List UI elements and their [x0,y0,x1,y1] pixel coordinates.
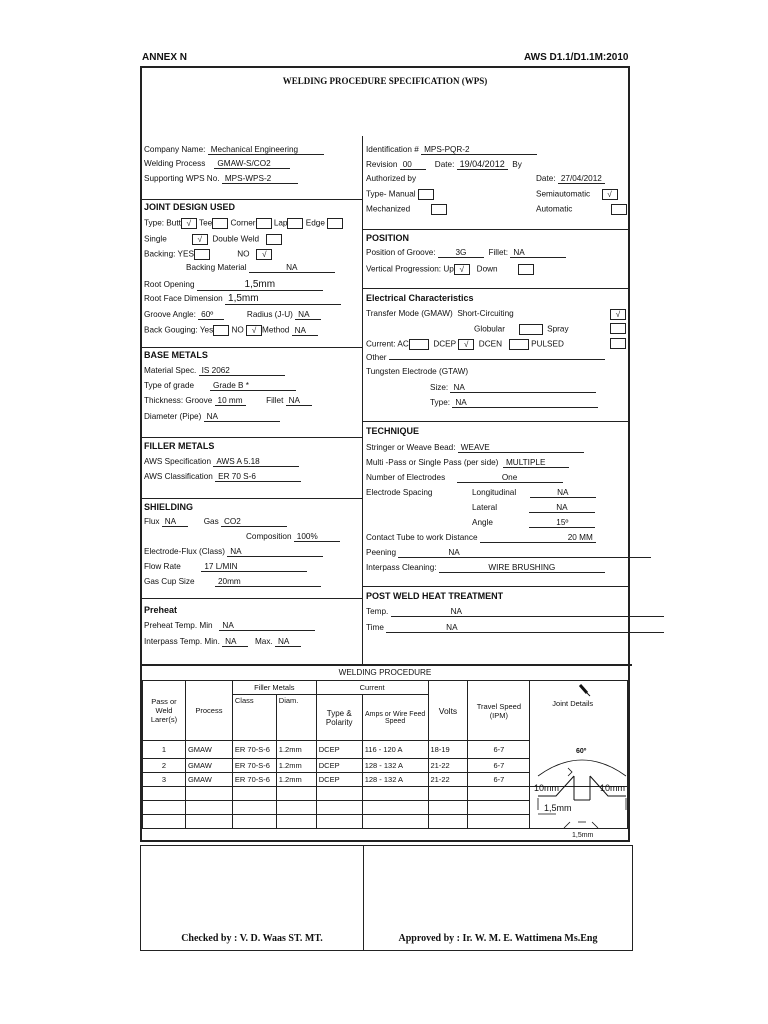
ac-checkbox[interactable] [409,339,429,350]
position-heading: POSITION [366,233,410,243]
header-type-polarity: Type & Polarity [316,695,362,741]
header-filler-metals: Filler Metals [232,681,316,695]
revision-row: Revision 00 Date: 19/04/2012 By [366,159,522,169]
preheat-min-field: Preheat Temp. Min NA [144,622,315,631]
table-row: 3 GMAW ER 70-S-6 1.2mm DCEP 128 - 132 A 21-22 6-7 [143,773,628,787]
aws-class-field: AWS Classification ER 70 S-6 [144,473,301,482]
thickness-row: Thickness: Groove 10 mm Fillet NA [144,397,312,406]
joint-face-label: 1,5mm [572,832,594,839]
approved-by-box [363,845,633,951]
wps-form [140,66,630,842]
joint-left-thickness: 10mm [534,783,560,793]
pwht-heading: POST WELD HEAT TREATMENT [366,591,504,601]
header-amps: Amps or Wire Feed Speed [362,695,428,741]
gouging-yes-checkbox[interactable] [213,325,229,336]
company-field: Company Name: Mechanical Engineering [144,146,324,155]
multi-pass-field: Multi -Pass or Single Pass (per side) MULTIPLE [366,459,569,468]
supporting-wps-value[interactable]: MPS-WPS-2 [222,175,298,184]
globular-spray-row: Globular Spray [474,324,569,334]
checked-by-box [140,845,364,951]
backing-material-field: Backing Material NA [186,264,335,273]
base-metals-heading: BASE METALS [144,350,208,360]
vertical-progression-row: Vertical Progression: Up √ Down [366,264,534,275]
header-volts: Volts [428,681,468,741]
semiautomatic-row: Semiautomatic √ [536,189,618,200]
approved-by-text: Approved by : Ir. W. M. E. Wattimena Ms.Eng [398,933,598,944]
electrode-spacing-row: Electrode Spacing [366,488,433,497]
gas-cup-field: Gas Cup Size 20mm [144,578,321,587]
preheat-heading: Preheat [144,605,178,615]
up-checkbox[interactable]: √ [454,264,470,275]
stringer-field: Stringer or Weave Bead: WEAVE [366,444,584,453]
backing-no-checkbox[interactable]: √ [256,249,272,260]
composition-field: Composition 100% [246,533,340,542]
lateral-field: Lateral NA [472,504,595,513]
tungsten-size-field: Size: NA [430,384,596,393]
joint-sketch [534,748,630,842]
filler-metals-heading: FILLER METALS [144,441,215,451]
position-groove-row: Position of Groove: 3G Fillet: NA [366,249,566,258]
electrodes-number-field: Number of Electrodes One [366,474,563,483]
spray-checkbox[interactable] [610,323,626,334]
identification-field: Identification # MPS-PQR-2 [366,146,537,155]
header-diam: Diam. [276,695,316,741]
header-current: Current [316,681,428,695]
angle-field: Angle 15º [472,519,595,528]
flow-rate-field: Flow Rate 17 L/MIN [144,563,307,572]
tungsten-row: Tungsten Electrode (GTAW) [366,367,469,376]
single-double-row: Single √ Double Weld [144,234,282,245]
welding-process-value[interactable]: GMAW-S/CO2 [214,160,290,169]
automatic-row: Automatic [536,204,627,215]
electrical-heading: Electrical Characteristics [366,293,474,303]
standard-label: AWS D1.1/D1.1M:2010 [524,52,629,63]
table-row: 2 GMAW ER 70-S-6 1.2mm DCEP 128 - 132 A 21-22 6-7 [143,759,628,773]
procedure-heading: WELDING PROCEDURE [338,668,432,677]
lap-checkbox[interactable] [287,218,303,229]
gouging-no-checkbox[interactable]: √ [246,325,262,336]
down-checkbox[interactable] [518,264,534,275]
ctwd-field: Contact Tube to work Distance 20 MM [366,534,596,543]
pwht-time-field: Time NA [366,624,664,633]
other-field: Other [366,354,605,362]
shielding-heading: SHIELDING [144,502,194,512]
root-face-field: Root Face Dimension 1,5mm [144,294,341,305]
transfer-mode-row: Transfer Mode (GMAW) Short-Circuiting [366,309,514,318]
authorized-row: Authorized by [366,174,417,183]
manual-checkbox[interactable] [418,189,434,200]
interpass-cleaning-field: Interpass Cleaning: WIRE BRUSHING [366,564,605,573]
header-class: Class [232,695,276,741]
peening-field: Peening NA [366,549,651,558]
interpass-temp-row: Interpass Temp. Min. NA Max. NA [144,638,301,647]
backing-yes-checkbox[interactable] [194,249,210,260]
automatic-checkbox[interactable] [611,204,627,215]
joint-angle-label: 60º [576,748,587,755]
grade-field: Type of grade Grade B * [144,382,296,391]
header-pass: Pass or Weld Larer(s) [143,681,186,741]
supporting-wps-field: Supporting WPS No. MPS-WPS-2 [144,175,298,184]
root-opening-field: Root Opening 1,5mm [144,280,323,291]
joint-diagram-icon [534,748,630,842]
pulsed-checkbox[interactable] [610,338,626,349]
tee-checkbox[interactable] [212,218,228,229]
checked-by-text: Checked by : V. D. Waas ST. MT. [181,933,323,944]
header-joint-details: Joint Details [552,699,594,708]
pwht-temp-field: Temp. NA [366,608,664,617]
double-weld-checkbox[interactable] [266,234,282,245]
longitudinal-field: Longitudinal NA [472,489,596,498]
short-circuiting-checkbox[interactable]: √ [610,309,626,320]
header-travel-speed: Travel Speed (IPM) [468,681,530,741]
table-row: 1 GMAW ER 70-S-6 1.2mm DCEP 116 - 120 A 18-19 6-7 [143,741,628,759]
electrode-flux-field: Electrode-Flux (Class) NA [144,548,323,557]
tungsten-type-field: Type: NA [430,399,598,408]
column-divider [362,136,363,664]
edge-checkbox[interactable] [327,218,343,229]
company-value[interactable]: Mechanical Engineering [208,146,324,155]
butt-checkbox[interactable]: √ [181,218,197,229]
joint-type-row: Type: Butt √ Tee Corner Lap Edge [144,218,343,229]
aws-spec-field: AWS Specification AWS A 5.18 [144,458,299,467]
joint-gap-label: 1,5mm [544,803,572,813]
corner-checkbox[interactable] [256,218,272,229]
type-manual-row: Type- Manual [366,189,434,200]
dcen-checkbox[interactable] [509,339,529,350]
dcep-checkbox[interactable]: √ [458,339,474,350]
groove-angle-row: Groove Angle: 60º Radius (J-U) NA [144,311,321,320]
form-title: WELDING PROCEDURE SPECIFICATION (WPS) [282,76,488,86]
diameter-field: Diameter (Pipe) NA [144,413,280,422]
welding-process-field: Welding Process GMAW-S/CO2 [144,160,290,169]
joint-right-thickness: 10mm [600,783,626,793]
joint-design-heading: JOINT DESIGN USED [144,202,236,212]
single-checkbox[interactable]: √ [192,234,208,245]
flux-gas-row: Flux NA Gas CO2 [144,518,287,527]
date2-field: Date: 27/04/2012 [536,175,605,184]
technique-heading: TECHNIQUE [366,426,420,436]
semiautomatic-checkbox[interactable]: √ [602,189,618,200]
current-row: Current: AC DCEP √ DCEN PULSED [366,339,564,349]
backing-row: Backing: YES NO √ [144,249,272,260]
annex-label: ANNEX N [142,52,188,63]
mechanized-row: Mechanized [366,204,447,215]
header-process: Process [185,681,232,741]
globular-checkbox[interactable] [519,324,543,335]
material-spec-field: Material Spec. IS 2062 [144,367,285,376]
back-gouging-row: Back Gouging: Yes NO √ Method NA [144,325,318,336]
pencil-icon [578,683,592,697]
mechanized-checkbox[interactable] [431,204,447,215]
